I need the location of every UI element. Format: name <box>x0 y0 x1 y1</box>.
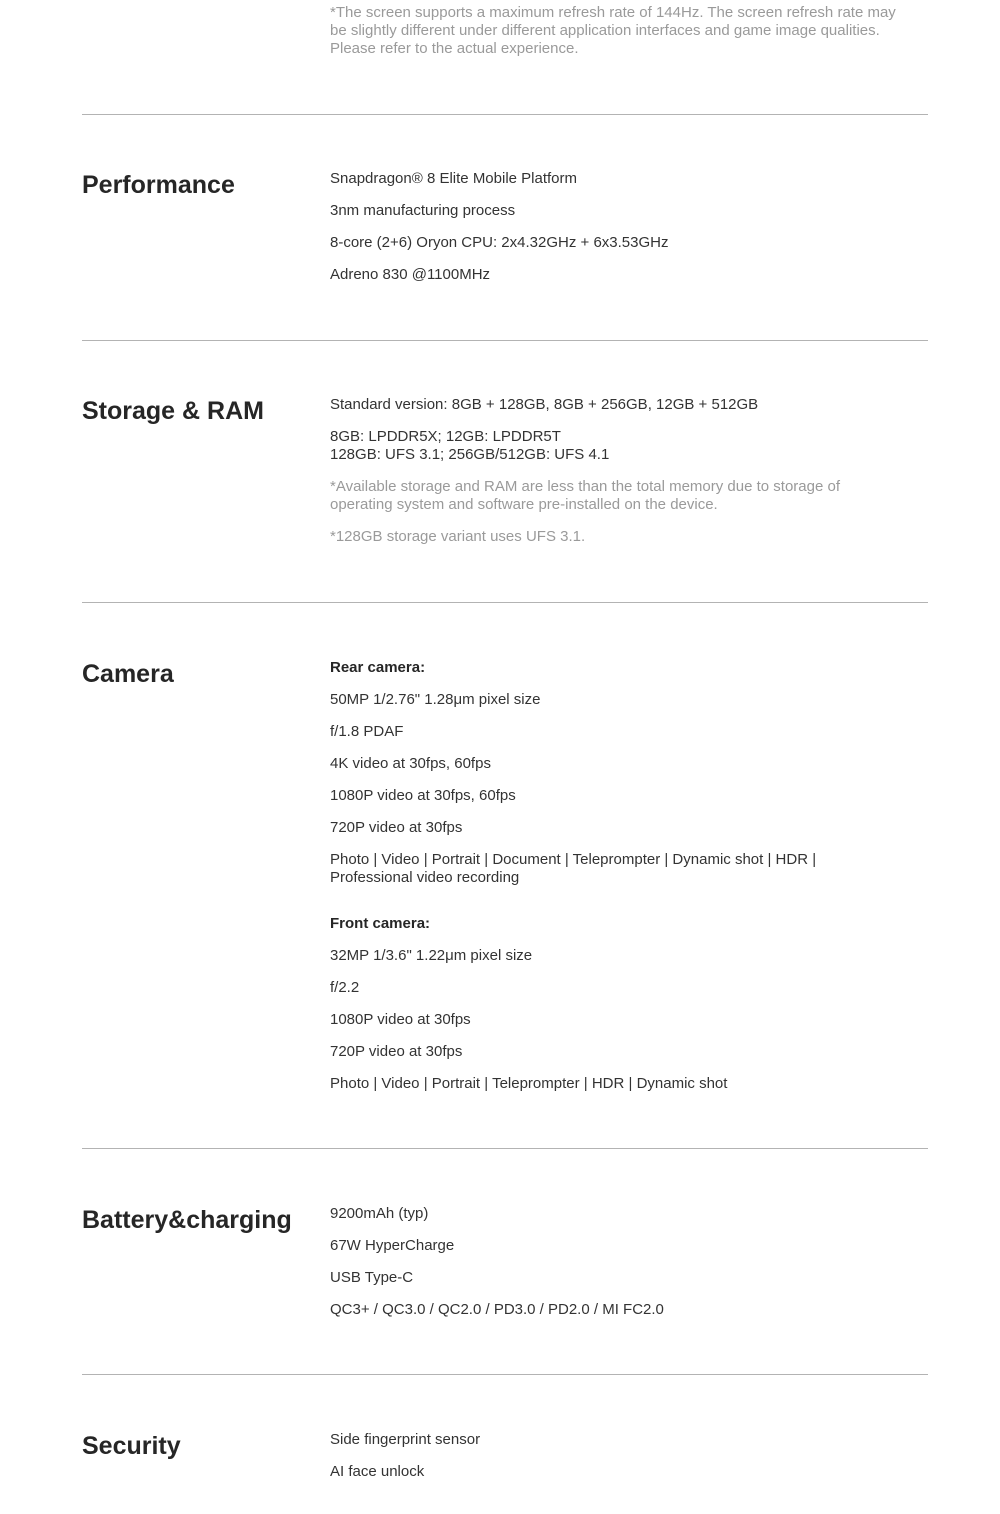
battery-title: Battery&charging <box>82 1206 292 1234</box>
spec-line: 720P video at 30fps <box>330 1043 463 1060</box>
spec-line: f/1.8 PDAF <box>330 723 404 740</box>
spec-line: Snapdragon® 8 Elite Mobile Platform <box>330 170 578 187</box>
section-divider <box>82 602 928 603</box>
spec-line: 9200mAh (typ) <box>330 1205 429 1222</box>
rear-camera-heading: Rear camera: <box>330 659 426 676</box>
performance-title: Performance <box>82 171 235 199</box>
spec-line: 50MP 1/2.76" 1.28μm pixel size <box>330 691 541 708</box>
battery-specs <box>330 1205 890 1333</box>
security-title: Security <box>82 1432 181 1460</box>
security-specs <box>330 1431 890 1495</box>
spec-line: 128GB: UFS 3.1; 256GB/512GB: UFS 4.1 <box>330 446 610 463</box>
camera-title: Camera <box>82 660 174 688</box>
section-divider <box>82 1374 928 1375</box>
spec-line: 8-core (2+6) Oryon CPU: 2x4.32GHz + 6x3.53GHz <box>330 234 669 251</box>
spec-line: Side fingerprint sensor <box>330 1431 481 1448</box>
spec-line: 3nm manufacturing process <box>330 202 516 219</box>
spec-line: Photo | Video | Portrait | Document | Teleprompter | Dynamic shot | HDR | Professional video recording <box>330 851 817 886</box>
spec-line: QC3+ / QC3.0 / QC2.0 / PD3.0 / PD2.0 / MI FC2.0 <box>330 1301 664 1318</box>
spec-line: 67W HyperCharge <box>330 1237 455 1254</box>
front-camera-heading: Front camera: <box>330 915 431 932</box>
spec-line: 1080P video at 30fps <box>330 1011 471 1028</box>
storage-specs <box>330 396 890 560</box>
spec-line: 1080P video at 30fps, 60fps <box>330 787 516 804</box>
refresh-rate-note: *The screen supports a maximum refresh rate of 144Hz. The screen refresh rate may be slightly different under different application interfaces and game image qualities. Please refer to the actual experience. <box>330 4 896 57</box>
section-divider <box>82 340 928 341</box>
camera-specs <box>330 659 890 1107</box>
spec-line: 4K video at 30fps, 60fps <box>330 755 491 772</box>
spec-line: 720P video at 30fps <box>330 819 463 836</box>
spec-line: 32MP 1/3.6" 1.22μm pixel size <box>330 947 533 964</box>
spec-line: Standard version: 8GB + 128GB, 8GB + 256GB, 12GB + 512GB <box>330 396 759 413</box>
section-divider <box>82 114 928 115</box>
spec-line: USB Type-C <box>330 1269 414 1286</box>
spec-line: AI face unlock <box>330 1463 425 1480</box>
storage-title: Storage & RAM <box>82 397 264 425</box>
section-divider <box>82 1148 928 1149</box>
storage-note: *128GB storage variant uses UFS 3.1. <box>330 528 586 545</box>
spec-line: Photo | Video | Portrait | Teleprompter | HDR | Dynamic shot <box>330 1075 728 1092</box>
spec-line: Adreno 830 @1100MHz <box>330 266 491 283</box>
storage-note: *Available storage and RAM are less than the total memory due to storage of operating system and software pre-installed on the device. <box>330 478 841 513</box>
performance-specs <box>330 170 890 298</box>
spec-line: f/2.2 <box>330 979 360 996</box>
spec-line: 8GB: LPDDR5X; 12GB: LPDDR5T <box>330 428 561 445</box>
